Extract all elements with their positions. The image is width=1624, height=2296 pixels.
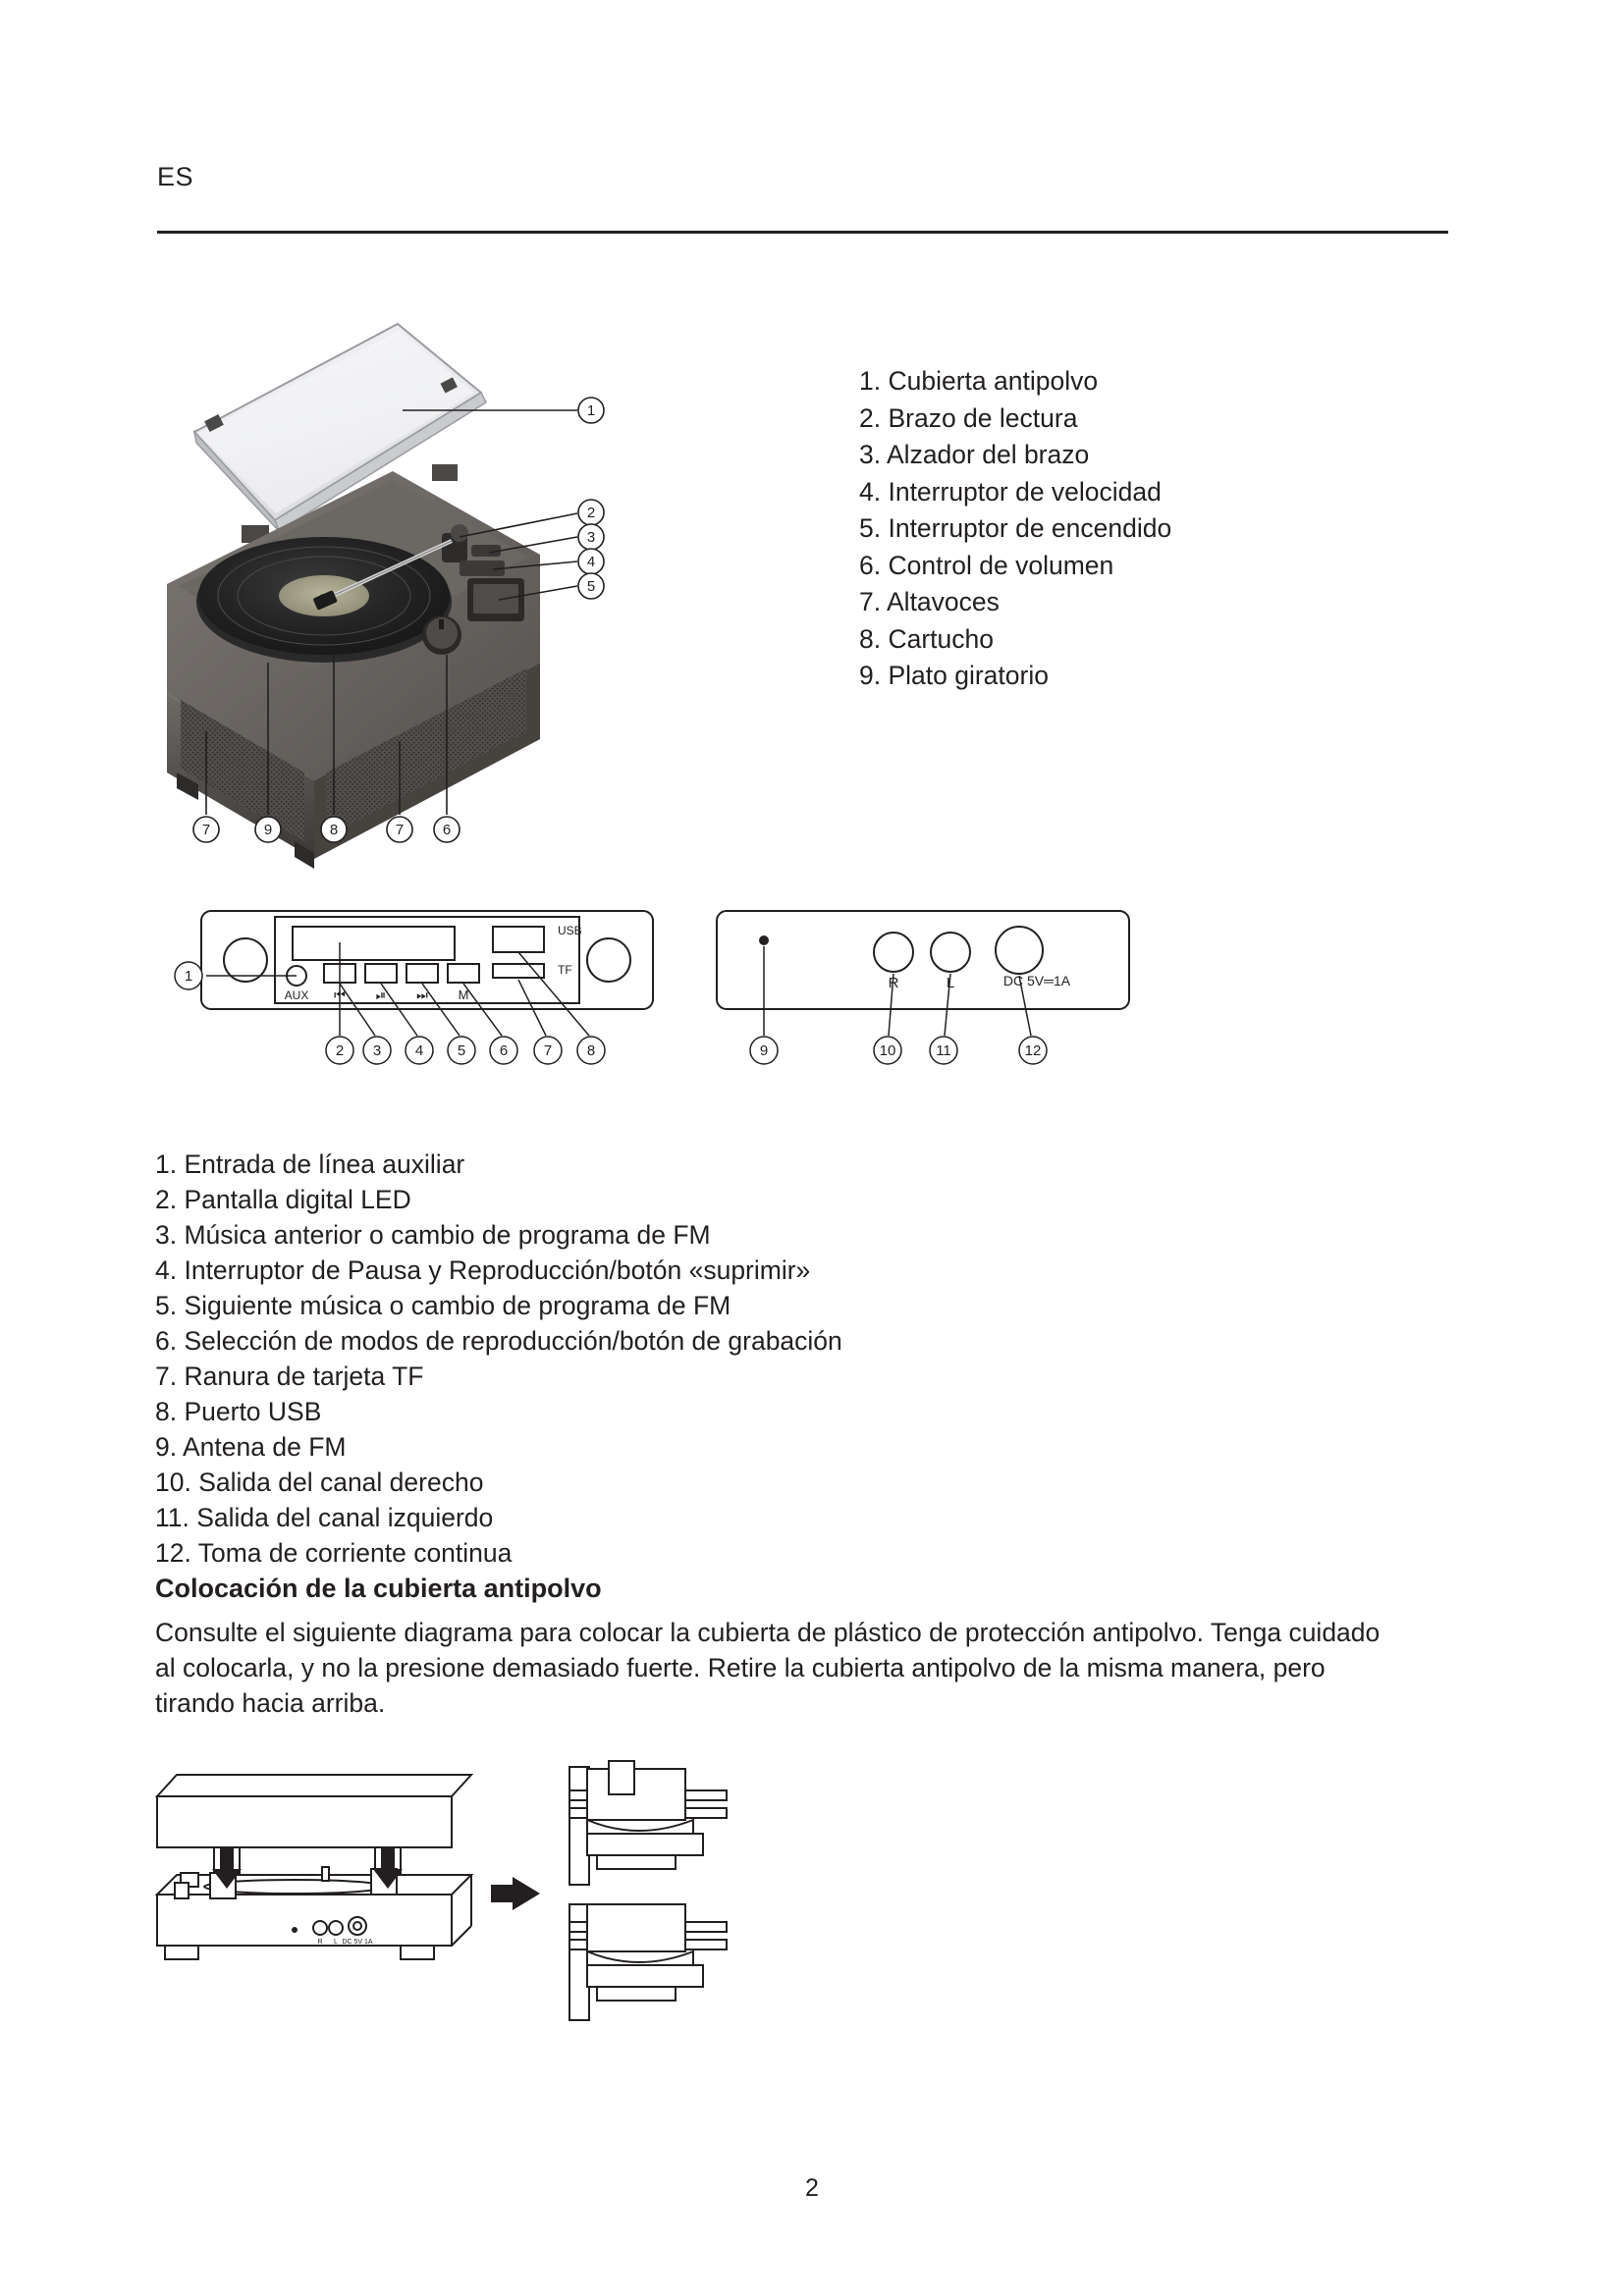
svg-text:8: 8	[586, 1042, 596, 1059]
legend2-item-9: 9. Antena de FM	[155, 1432, 347, 1462]
svg-text:1: 1	[586, 402, 596, 419]
svg-text:6: 6	[499, 1042, 509, 1059]
turntable-body	[167, 471, 540, 859]
legend2-item-4: 4. Interruptor de Pausa y Reproducción/botón «suprimir»	[155, 1255, 811, 1285]
legend2-item-7: 7. Ranura de tarjeta TF	[155, 1362, 424, 1391]
svg-text:9: 9	[263, 822, 273, 838]
svg-text:M: M	[458, 988, 469, 1002]
legend2-item-12: 12. Toma de corriente continua	[155, 1538, 513, 1568]
hinge-right	[432, 464, 458, 481]
svg-text:5: 5	[586, 578, 596, 595]
legend-list-panels	[155, 1147, 1382, 1571]
install-detail-bottom	[569, 1904, 727, 2020]
svg-text:4: 4	[414, 1042, 424, 1059]
svg-text:12: 12	[1024, 1042, 1042, 1059]
aux-label: AUX	[284, 988, 309, 1002]
svg-text:3: 3	[586, 529, 596, 546]
svg-text:3: 3	[372, 1042, 382, 1059]
dust-cover-installation-figure	[147, 1757, 913, 2032]
turntable-overview-figure	[147, 270, 736, 888]
legend2-item-8: 8. Puerto USB	[155, 1397, 322, 1426]
legend2-item-2: 2. Pantalla digital LED	[155, 1185, 411, 1214]
header-divider	[157, 231, 1448, 234]
legend1-item-6: 6. Control de volumen	[859, 550, 1114, 580]
svg-text:2: 2	[335, 1042, 345, 1059]
language-code: ES	[157, 162, 194, 191]
legend1-item-9: 9. Plato giratorio	[859, 661, 1049, 690]
legend1-item-1: 1. Cubierta antipolvo	[859, 366, 1099, 396]
legend1-item-4: 4. Interruptor de velocidad	[859, 476, 1162, 507]
svg-text:7: 7	[543, 1042, 553, 1059]
svg-text:4: 4	[586, 554, 596, 570]
section-paragraph: Consulte el siguiente diagrama para colocar la cubierta de plástico de protección antipolvo. Tenga cuidado al colocarla, y no la presione demasiado fuerte. Retire la cubierta antipolvo de la misma manera, pero tirando hacia arriba.	[155, 1618, 1380, 1718]
legend1-item-2: 2. Brazo de lectura	[859, 402, 1078, 433]
usb-label: USB	[558, 924, 582, 937]
legend2-item-10: 10. Salida del canal derecho	[155, 1468, 484, 1497]
svg-text:⏭: ⏭	[416, 988, 428, 1002]
legend1-item-7: 7. Altavoces	[859, 587, 1000, 616]
left-channel-label: L	[946, 975, 955, 991]
install-detail-top	[569, 1761, 727, 1885]
legend2-item-3: 3. Música anterior o cambio de programa de FM	[155, 1220, 711, 1250]
legend2-item-5: 5. Siguiente música o cambio de programa de FM	[155, 1291, 731, 1320]
svg-text:11: 11	[936, 1042, 951, 1059]
rear-panel-diagram	[717, 911, 1129, 1064]
legend2-item-6: 6. Selección de modos de reproducción/botón de grabación	[155, 1326, 842, 1356]
dc-input-label: DC 5V═1A	[1002, 973, 1071, 988]
svg-text:⏯: ⏯	[375, 988, 387, 1002]
panel-diagrams-figure	[147, 903, 1306, 1119]
flow-arrow	[491, 1877, 540, 1910]
svg-text:8: 8	[329, 822, 339, 838]
svg-text:7: 7	[395, 822, 405, 838]
legend2-item-1: 1. Entrada de línea auxiliar	[155, 1149, 465, 1179]
svg-text:5: 5	[457, 1042, 466, 1059]
front-panel-diagram	[175, 911, 653, 1064]
svg-text:DC 5V 1A: DC 5V 1A	[342, 1939, 373, 1946]
svg-text:9: 9	[759, 1042, 769, 1059]
svg-text:1: 1	[184, 968, 193, 985]
svg-text:2: 2	[586, 505, 596, 521]
right-channel-label: R	[888, 975, 899, 991]
page-number: 2	[805, 2174, 819, 2202]
install-step-left	[157, 1775, 471, 1959]
svg-text:L: L	[334, 1939, 338, 1946]
svg-text:10: 10	[879, 1042, 896, 1059]
legend1-item-3: 3. Alzador del brazo	[859, 440, 1090, 469]
legend1-item-5: 5. Interruptor de encendido	[859, 513, 1172, 543]
legend-list-overview	[859, 363, 1409, 695]
svg-text:6: 6	[442, 822, 452, 838]
legend2-item-11: 11. Salida del canal izquierdo	[155, 1503, 494, 1532]
legend1-item-8: 8. Cartucho	[859, 623, 994, 654]
section-heading: Colocación de la cubierta antipolvo	[155, 1574, 602, 1603]
svg-text:⏮: ⏮	[334, 988, 346, 1002]
svg-text:7: 7	[201, 822, 211, 838]
svg-text:R: R	[317, 1939, 323, 1946]
tf-label: TF	[558, 963, 572, 977]
